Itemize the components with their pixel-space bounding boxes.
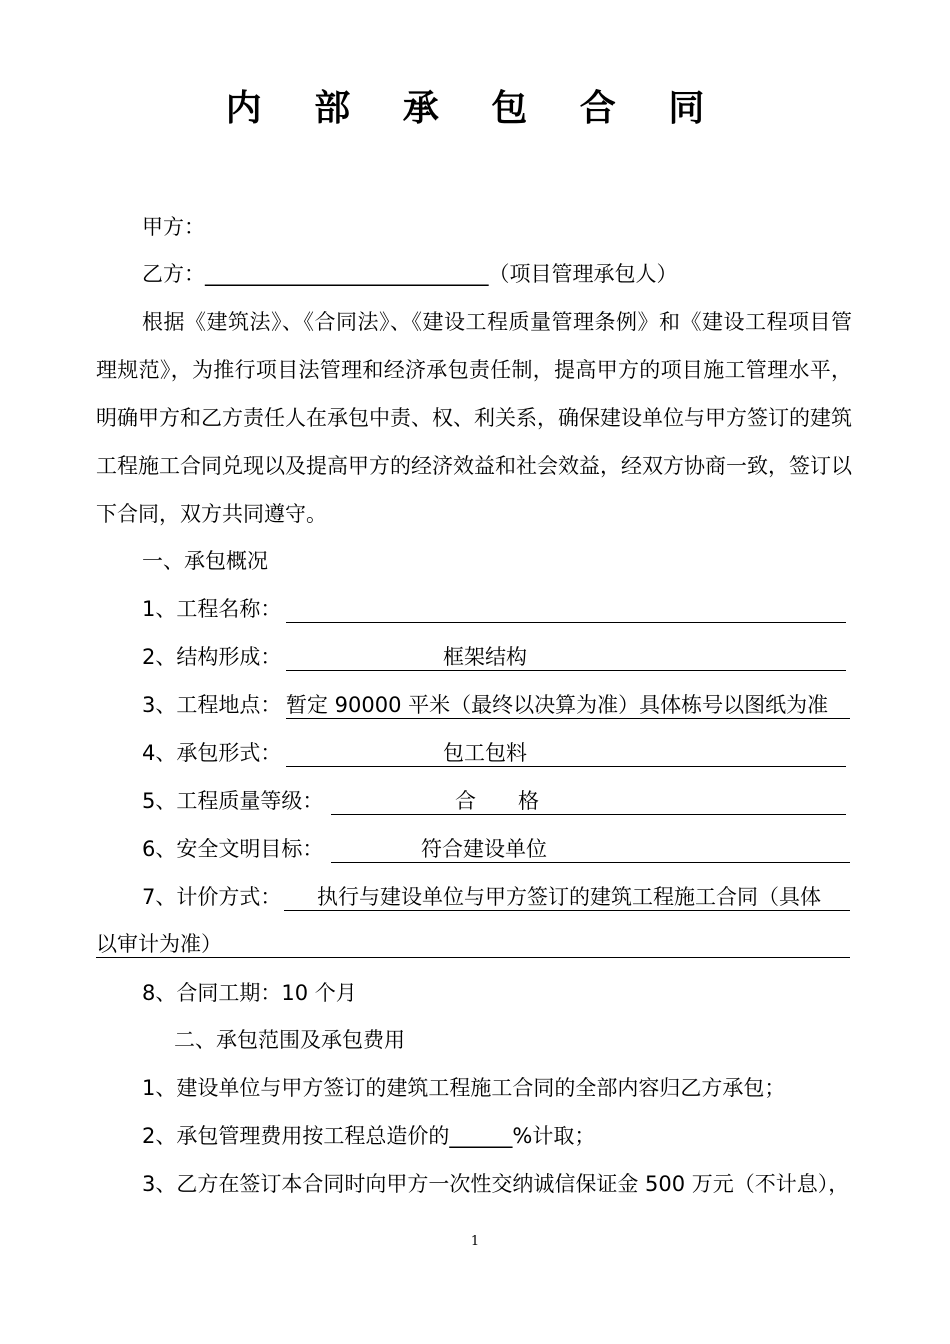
page-number: 1: [470, 1234, 480, 1249]
item6-underline: [331, 862, 850, 863]
document-title: 内 部 承 包 合 同: [225, 87, 725, 129]
item3-label: 3、工程地点：: [142, 693, 282, 717]
party-a-label: 甲方：: [142, 215, 205, 239]
item7-underline1: [284, 910, 850, 911]
item1-underline: [286, 622, 846, 623]
item3-value: 暂定 90000 平米（最终以决算为准）具体栋号以图纸为准: [286, 693, 829, 717]
clause2-prefix: 2、承包管理费用按工程总造价的: [142, 1124, 450, 1148]
item7-value-line1: 执行与建设单位与甲方签订的建筑工程施工合同（具体: [317, 885, 821, 909]
section2-clause3: 3、乙方在签订本合同时向甲方一次性交纳诚信保证金 500 万元（不计息），: [142, 1172, 850, 1196]
item4-value: 包工包料: [443, 741, 527, 765]
item1-label: 1、工程名称：: [142, 597, 282, 621]
item4-underline: [286, 766, 846, 767]
section1-heading: 一、承包概况: [142, 549, 268, 573]
item2-underline: [286, 670, 846, 671]
item7-value-line2: 以审计为准）: [96, 932, 222, 956]
item7-underline2: [96, 957, 850, 958]
item5-label: 5、工程质量等级：: [142, 789, 324, 813]
section2-clause2: [142, 1121, 595, 1151]
item2-label: 2、结构形成：: [142, 645, 282, 669]
party-b-note: （项目管理承包人）: [488, 262, 678, 286]
item6-value: 符合建设单位: [421, 837, 547, 861]
clause2-suffix: %计取；: [512, 1124, 596, 1148]
item5-underline: [331, 814, 846, 815]
party-b-label: 乙方：: [142, 262, 205, 286]
clause2-blank: ______: [449, 1124, 513, 1148]
item6-label: 6、安全文明目标：: [142, 837, 324, 861]
item5-value: 合 格: [455, 789, 539, 813]
intro-paragraph: 根据《建筑法》、《合同法》、《建设工程质量管理条例》和《建设工程项目管理规范》，为推行项目法管理和经济承包责任制，提高甲方的项目施工管理水平，明确甲方和乙方责任人在承包中责、权、利关系，确保建设单位与甲方签订的建筑工程施工合同兑现以及提高甲方的经济效益和社会效益，经双方协商一致，签订以下合同，双方共同遵守。: [96, 310, 852, 526]
section2-heading: 二、承包范围及承包费用: [174, 1028, 405, 1052]
item8: 8、合同工期：10 个月: [142, 981, 357, 1005]
party-b-blank: ___________________________: [205, 262, 489, 286]
item4-label: 4、承包形式：: [142, 741, 282, 765]
section2-clause1: 1、建设单位与甲方签订的建筑工程施工合同的全部内容归乙方承包；: [142, 1076, 786, 1100]
item2-value: 框架结构: [443, 645, 527, 669]
item7-label: 7、计价方式：: [142, 885, 282, 909]
party-b-line: [142, 259, 678, 289]
item3-underline: [286, 718, 850, 719]
